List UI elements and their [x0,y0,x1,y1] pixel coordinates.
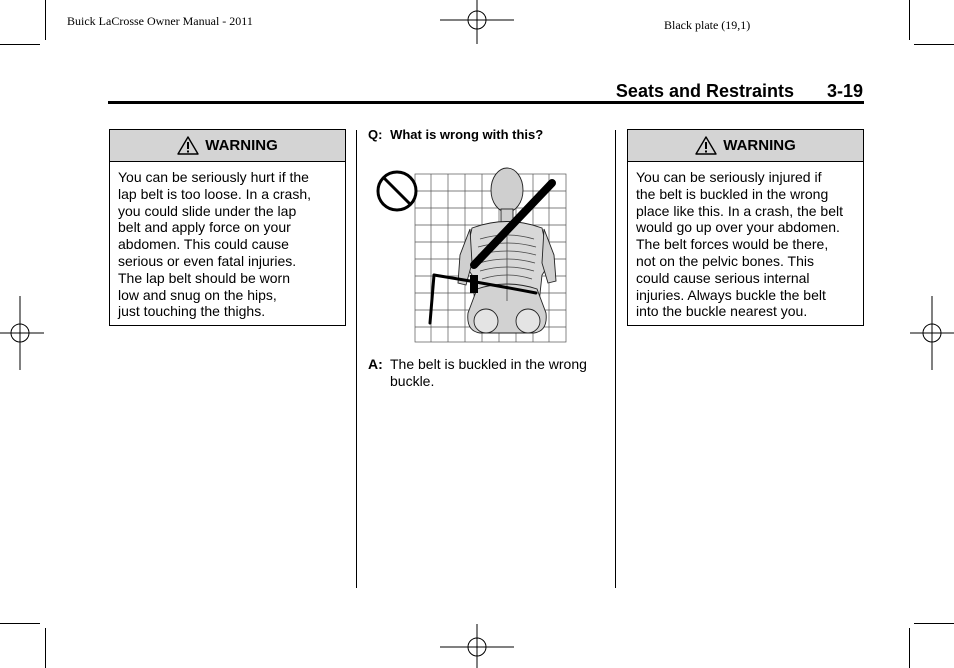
question-text: What is wrong with this? [390,127,544,142]
warning-header [110,130,345,162]
warning-line: would go up over your abdomen. [636,219,840,236]
question-label: Q: [368,127,383,142]
column-divider [356,130,357,588]
answer-line: buckle. [390,372,435,389]
warning-box-right [627,129,864,326]
warning-line: the belt is buckled in the wrong [636,185,829,202]
warning-title: WARNING [723,137,796,154]
answer [368,356,587,390]
warning-text [110,162,345,324]
registration-mark-right [910,296,954,370]
warning-line: just touching the thighs. [118,303,266,320]
warning-line: could cause serious internal [636,269,810,286]
crop-mark [909,0,910,40]
warning-line: You can be seriously hurt if the [118,169,309,185]
question [368,127,543,144]
warning-line: The belt forces would be there, [636,236,829,253]
header-rule [108,101,864,104]
crop-mark [0,623,40,624]
warning-line: low and snug on the hips, [118,286,277,303]
warning-title: WARNING [205,137,278,154]
crop-mark [909,628,910,668]
warning-text [628,162,863,324]
warning-line: The lap belt should be worn [118,269,290,286]
column-divider [615,130,616,588]
warning-line: not on the pelvic bones. This [636,252,814,269]
prohibited-icon [378,172,416,210]
warning-line: place like this. In a crash, the belt [636,202,843,219]
registration-mark-bottom [440,624,514,668]
answer-label: A: [368,356,383,372]
belt-misuse-illustration [374,163,570,345]
warning-line: abdomen. This could cause [118,236,289,253]
crop-mark [45,628,46,668]
warning-box-left [109,129,346,326]
section-title: Seats and Restraints [615,81,794,101]
warning-triangle-icon [695,136,717,155]
warning-header [628,130,863,162]
warning-line: into the buckle nearest you. [636,303,808,320]
slug-right: Black plate (19,1) [664,18,751,32]
page-header [108,79,864,103]
page-number: 3-19 [826,81,863,101]
registration-mark-top [440,0,514,44]
warning-line: lap belt is too loose. In a crash, [118,185,311,202]
warning-line: belt and apply force on your [118,219,291,236]
warning-line: you could slide under the lap [118,202,297,219]
crop-mark [45,0,46,40]
warning-triangle-icon [177,136,199,155]
answer-line: The belt is buckled in the wrong [390,356,587,372]
warning-line: injuries. Always buckle the belt [636,286,826,303]
crop-mark [914,623,954,624]
slug-left: Buick LaCrosse Owner Manual - 2011 [67,14,253,28]
registration-mark-left [0,296,44,370]
crop-mark [0,44,40,45]
crop-mark [914,44,954,45]
warning-line: You can be seriously injured if [636,169,822,185]
warning-line: serious or even fatal injuries. [118,252,297,269]
